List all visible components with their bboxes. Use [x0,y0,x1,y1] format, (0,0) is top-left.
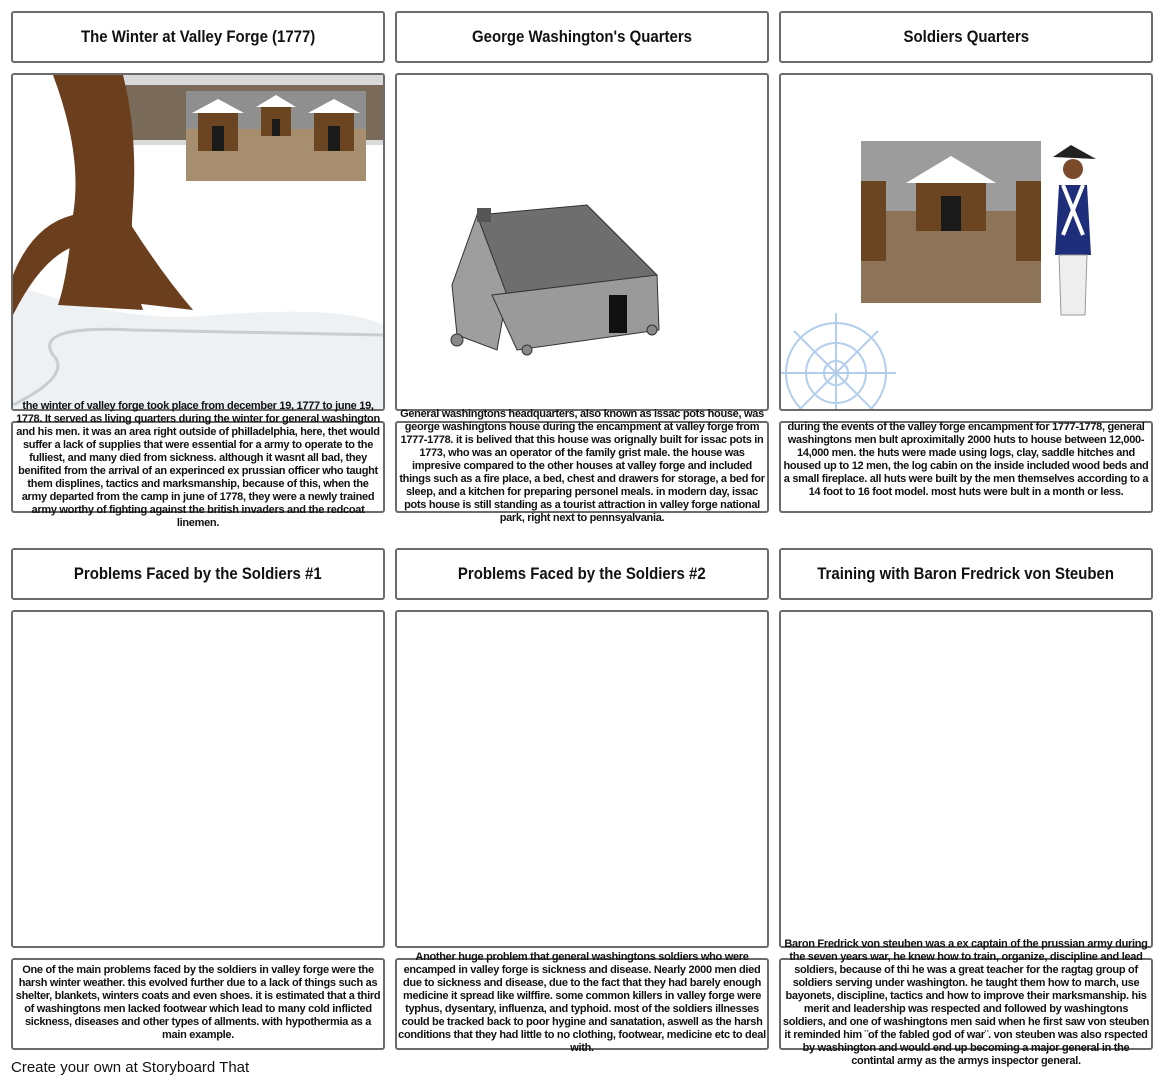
panel-5-scene [395,610,769,948]
panel-3-scene [779,73,1153,411]
panel-6-scene [779,610,1153,948]
panel-title: Training with Baron Fredrick von Steuben [817,564,1115,583]
panel-2-scene [395,73,769,411]
stone-house-illustration [397,75,767,409]
panel-title: Problems Faced by the Soldiers #2 [458,564,706,583]
panel-2-caption: General washingtons headquarters, also known as issac pots house, was george washingtons house during the encampment at valley forge from 1777-1778. it is belived that this house was orignally built for issac pots in 1773, who was an operator of the family grist male. the house was impresive compared to the other houses at valley forge and included things such as a fire place, a bed, chest and drawers for storage, a bed for sleep, and a kitchen for preparing personel meals. in modern day, issac pots house is still standing as a tourist attraction in valley forge national park, right next to pennsyalvania. [399,408,765,524]
snowflake-icon [781,313,896,409]
panel-5-title-box [395,548,769,600]
panel-title: Soldiers Quarters [903,27,1029,46]
panel-title: Problems Faced by the Soldiers #1 [74,564,322,583]
panel-6-title-box [779,548,1153,600]
panel-1-title-box [11,11,385,63]
panel-1-scene [11,73,385,411]
panel-4-title-box [11,548,385,600]
huts-and-soldier-illustration [781,75,1151,409]
panel-1-caption: the winter of valley forge took place from december 19, 1777 to june 19, 1778. It served as living quarters during the winter for general washington and his men. it was an area right outside of philladelphia, here, thet would suffer a lack of supplies that were essential for a army to operate to the fulliest, and many died from sickness. although it wasnt all bad, they benifited from the arrival of an experinced ex prussian officer who taught them displines, tactics and marksmanship, because of this, when the army departed from the camp in june of 1778, they were a newly trained army worthy of fighting against the british invaders and the redcoat linemen. [16,400,380,529]
panel-4-caption: One of the main problems faced by the soldiers in valley forge were the harsh winter weather. this evolved further due to a lack of things such as shelter, blankets, winters coats and even shoes. it is estimated that a third of washingtons men lacked footwear which lead to many cold inflicted sickness, diseases and other types of allments. with hypothermia as a main example. [15,964,381,1041]
panel-4-scene [11,610,385,948]
winter-tree-scene-illustration [13,75,383,409]
panel-6-caption: Baron Fredrick von steuben was a ex captain of the prussian army during the seven years war, he knew how to train, organize, discipline and lead soldiers, because of thi he was a great teacher for the ragtag group of soldiers serving under washington. he taught them how to march, use bayonets, discipline, tactics and how to improve their marksmanship. his merit and leadership was respected and followed by washingtons soldiers, and one of washingtons men said when he first saw von steuben it reminded him ¨of the fabled god of war¨. von steuben was also rspected by washington and would end up becoming a major general in the contintal army as the armys inspector general. [782,938,1150,1067]
panel-5-caption: Another huge problem that general washingtons soldiers who were encamped in valley forge is sickness and disease. Nearly 2000 men died due to sickness and disease, due to the fact that they had barely enough medicine it spread like wilffire. some common killers in valley forge were typhus, dysentary, influenza, and typhoid. most of the soldiers illnesses could be tracked back to poor hygine and sanatation, aswell as the harsh conditions that they had little to no clothing, footwear, medicine etc to deal with. [398,951,766,1054]
storyboard-that-footer-link[interactable]: Create your own at Storyboard That [11,1059,250,1076]
panel-title: George Washington's Quarters [472,27,692,46]
panel-3-caption: during the events of the valley forge encampment for 1777-1778, general washingtons men bult aproximitally 2000 huts to house between 12,000-14,000 men. the huts were made using logs, clay, saddle hitches and housed up to 12 men, the log cabin on the inside included wood beds and a small fireplace. all huts were built by the men themselves according to a 14 foot to 16 foot model. most huts were bult in a month or less. [783,421,1149,498]
panel-3-title-box [779,11,1153,63]
panel-2-title-box [395,11,769,63]
panel-title: The Winter at Valley Forge (1777) [80,27,316,46]
